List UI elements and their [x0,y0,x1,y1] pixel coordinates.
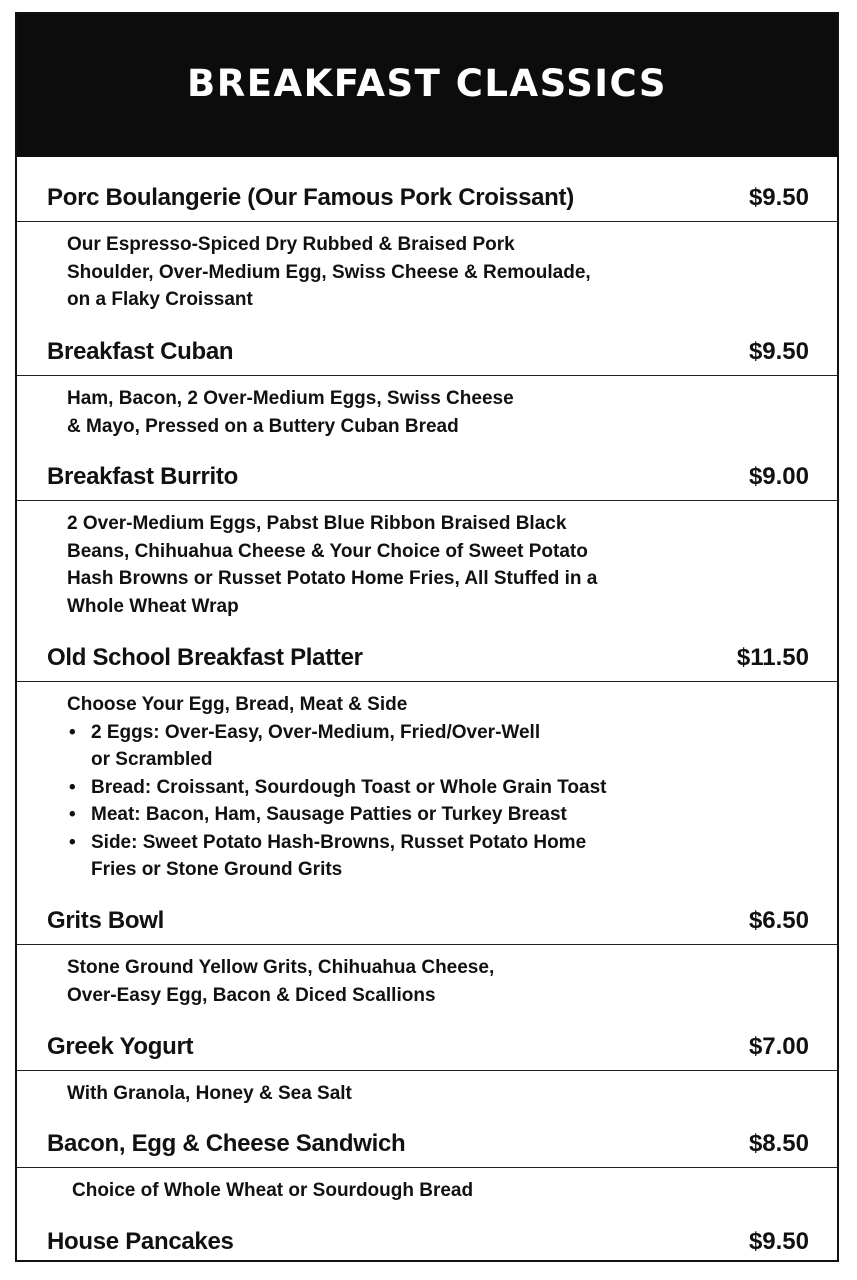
menu-item-grits-bowl [17,904,837,1009]
description-intro: Choose Your Egg, Bread, Meat & Side [67,694,408,715]
menu-item-header [17,460,837,501]
option-item-eggs [67,719,777,774]
item-description [17,222,837,314]
item-price: $9.50 [748,1228,809,1255]
option-text: Side: Sweet Potato Hash-Browns, Russet Potato Home [91,831,587,853]
item-price: $11.50 [736,644,809,671]
item-name: Breakfast Burrito [47,463,238,490]
menu-item-breakfast-burrito [17,460,837,620]
item-price: $9.50 [748,184,809,211]
item-price: $6.50 [748,907,809,934]
item-price: $9.00 [748,463,809,490]
menu-item-header [17,335,837,376]
menu-item-header [17,1030,837,1071]
description-line: Over-Easy Egg, Bacon & Diced Scallions [67,984,436,1006]
item-name: Grits Bowl [47,907,165,934]
menu-item-header [17,1127,837,1168]
menu-item-bacon-egg-cheese [17,1127,837,1205]
item-description [17,376,837,440]
item-name: Porc Boulangerie (Our Famous Pork Croissant) [47,184,574,211]
description-line: Stone Ground Yellow Grits, Chihuahua Cheese, [67,957,495,978]
menu-item-house-pancakes [17,1225,837,1265]
menu-item-header [17,904,837,945]
item-name: Breakfast Cuban [47,338,234,365]
description-line: Choice of Whole Wheat or Sourdough Bread [72,1180,474,1201]
description-line: Hash Browns or Russet Potato Home Fries, All Stuffed in a [67,568,598,589]
item-name: Bacon, Egg & Cheese Sandwich [47,1130,406,1157]
description-line: on a Flaky Croissant [67,289,253,310]
menu-item-header [17,1225,837,1265]
description-line: Whole Wheat Wrap [67,595,239,617]
option-text-continued: Fries or Stone Ground Grits [91,859,343,880]
item-name: Greek Yogurt [47,1033,194,1060]
item-name: Old School Breakfast Platter [47,644,363,671]
item-price: $8.50 [748,1130,809,1157]
menu-item-greek-yogurt [17,1030,837,1108]
description-line: & Mayo, Pressed on a Buttery Cuban Bread [67,415,459,437]
item-description [17,501,837,620]
menu-item-porc-boulangerie [17,181,837,314]
menu-item-old-school-platter [17,641,837,884]
description-line: Beans, Chihuahua Cheese & Your Choice of Sweet Potato [67,540,588,562]
menu-board [15,12,839,1262]
option-item-meat [67,801,777,829]
item-name: House Pancakes [47,1228,234,1255]
option-text: Bread: Croissant, Sourdough Toast or Whole Grain Toast [91,776,607,798]
option-list [67,719,777,884]
option-text: Meat: Bacon, Ham, Sausage Patties or Turkey Breast [91,804,567,825]
option-text: 2 Eggs: Over-Easy, Over-Medium, Fried/Over-Well [91,721,541,743]
menu-item-header [17,641,837,682]
item-description [17,1168,837,1205]
item-price: $7.00 [748,1033,809,1060]
menu-item-breakfast-cuban [17,335,837,440]
bullet-glyph: • [69,831,76,853]
item-description [17,1071,837,1108]
bullet-glyph: • [69,721,76,743]
description-line: Ham, Bacon, 2 Over-Medium Eggs, Swiss Cheese [67,388,514,409]
bullet-glyph: • [69,804,76,825]
menu-title: BREAKFAST CLASSICS [187,62,667,105]
option-text-continued: or Scrambled [91,749,213,770]
description-line: Our Espresso-Spiced Dry Rubbed & Braised Pork [67,234,515,255]
bullet-glyph: • [69,776,76,798]
menu-item-header [17,181,837,222]
option-item-bread [67,774,777,802]
description-line: Shoulder, Over-Medium Egg, Swiss Cheese & Remoulade, [67,261,591,283]
menu-header [17,14,837,157]
description-line: 2 Over-Medium Eggs, Pabst Blue Ribbon Braised Black [67,513,567,534]
option-item-side [67,829,777,884]
item-description [17,945,837,1009]
item-price: $9.50 [748,338,809,365]
description-line: With Granola, Honey & Sea Salt [67,1083,352,1104]
item-description [17,682,837,884]
